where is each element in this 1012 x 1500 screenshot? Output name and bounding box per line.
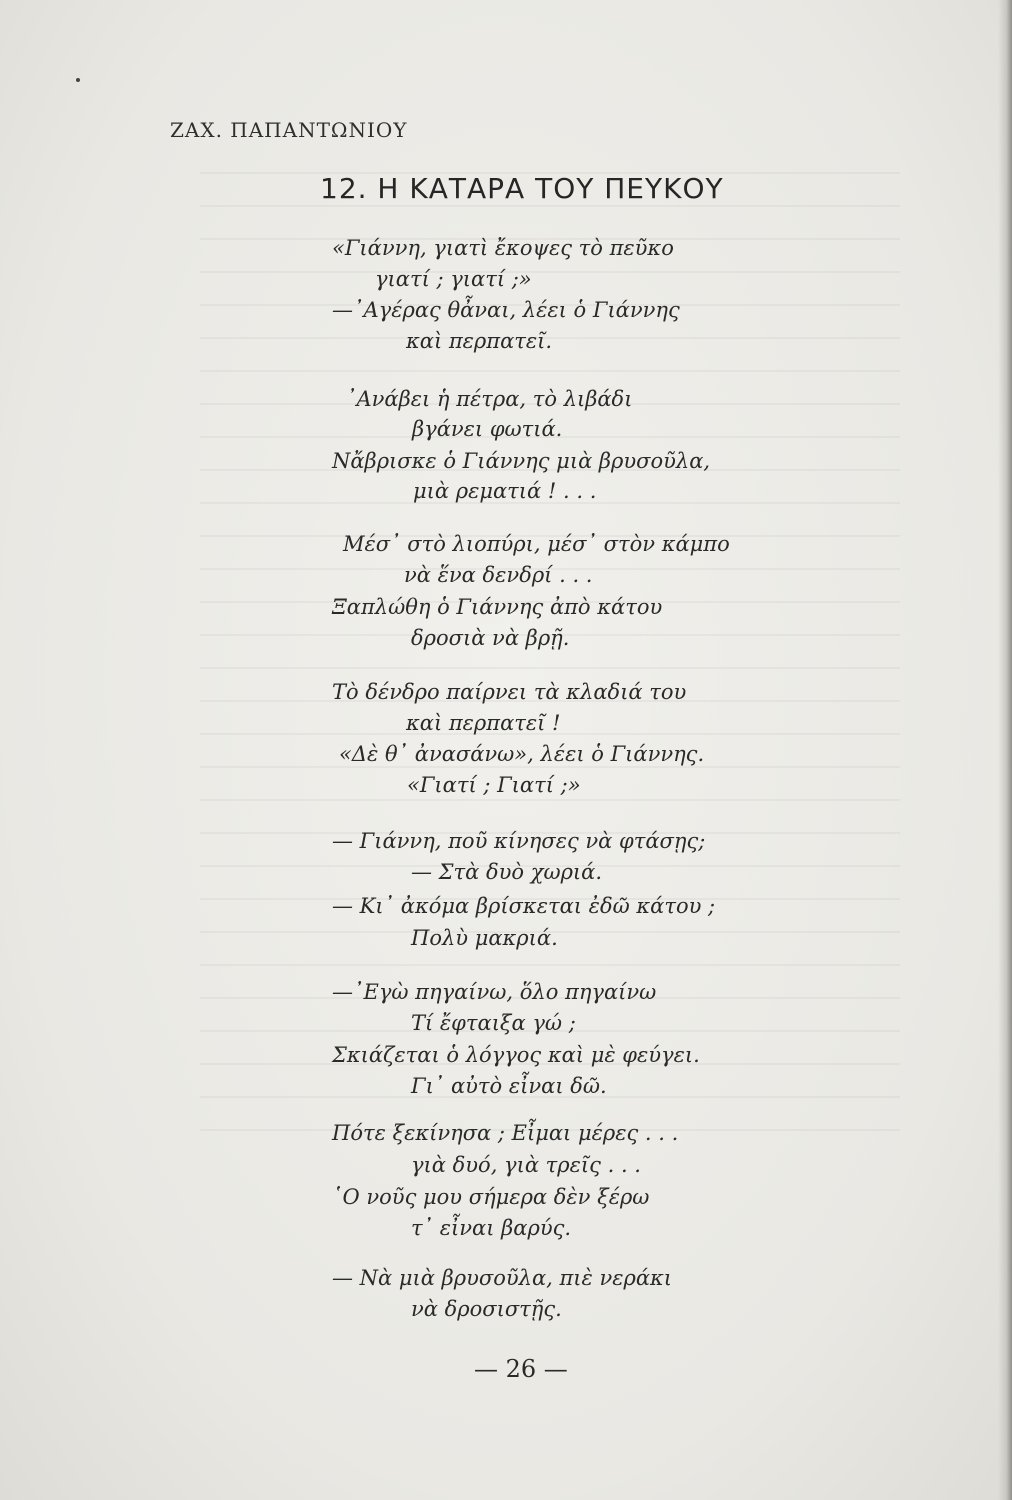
- poem-line: νὰ ἕνα δενδρί . . .: [404, 563, 593, 587]
- ink-speck: [76, 78, 80, 82]
- poem-line: «Δὲ θ᾿ ἀνασάνω», λέει ὁ Γιάννης.: [339, 742, 705, 766]
- poem-line: — Στὰ δυὸ χωριά.: [411, 860, 603, 884]
- poem-line: Πολὺ μακριά.: [411, 926, 558, 950]
- poem-line: — Γιάννη, ποῦ κίνησες νὰ φτάσῃς;: [332, 829, 706, 853]
- poem-line: ᾿Ανάβει ἡ πέτρα, τὸ λιβάδι: [346, 387, 633, 411]
- poem-line: γιὰ δυό, γιὰ τρεῖς . . .: [411, 1153, 641, 1177]
- poem-line: δροσιὰ νὰ βρῇ.: [411, 626, 570, 650]
- poem-line: — Κι᾿ ἀκόμα βρίσκεται ἐδῶ κάτου ;: [332, 894, 716, 918]
- poem-line: — Νὰ μιὰ βρυσοῦλα, πιὲ νεράκι: [332, 1266, 673, 1290]
- poem-line: καὶ περπατεῖ !: [406, 711, 561, 735]
- author-header: ΖΑΧ. ΠΑΠΑΝΤΩΝΙΟΥ: [170, 118, 408, 142]
- poem-line: Μέσ᾿ στὸ λιοπύρι, μέσ᾿ στὸν κάμπο: [343, 532, 730, 556]
- poem-title: 12. Η ΚΑΤΑΡΑ ΤΟΥ ΠΕΥΚΟΥ: [320, 172, 724, 205]
- poem-line: «Γιάννη, γιατὶ ἔκοψες τὸ πεῦκο: [332, 236, 674, 260]
- page-number: — 26 —: [474, 1355, 568, 1383]
- poem-line: μιὰ ρεματιά ! . . .: [413, 479, 597, 503]
- poem-line: Νἄβρισκε ὁ Γιάννης μιὰ βρυσοῦλα,: [332, 449, 711, 473]
- poem-line: γιατί ; γιατί ;»: [375, 267, 532, 291]
- poem-line: «Γιατί ; Γιατί ;»: [407, 773, 581, 797]
- poem-line: Σκιάζεται ὁ λόγγος καὶ μὲ φεύγει.: [332, 1043, 700, 1067]
- poem-line: νὰ δροσιστῇς.: [411, 1297, 562, 1321]
- poem-line: Ξαπλώθη ὁ Γιάννης ἀπὸ κάτου: [332, 595, 663, 619]
- poem-line: βγάνει φωτιά.: [412, 417, 563, 441]
- poem-line: —᾿Αγέρας θἆναι, λέει ὁ Γιάννης: [332, 298, 680, 322]
- poem-line: Τὸ δένδρο παίρνει τὰ κλαδιά του: [332, 680, 687, 704]
- poem-line: Τί ἔφταιξα γώ ;: [411, 1011, 576, 1035]
- poem-line: —᾿Εγὼ πηγαίνω, ὅλο πηγαίνω: [332, 980, 657, 1004]
- poem-line: καὶ περπατεῖ.: [406, 329, 553, 353]
- poem-line: ῾Ο νοῦς μου σήμερα δὲν ξέρω: [332, 1185, 650, 1209]
- page-edge-shadow: [998, 0, 1012, 1500]
- poem-line: Γι᾿ αὐτὸ εἶναι δῶ.: [411, 1074, 607, 1098]
- poem-line: Πότε ξεκίνησα ; Εἶμαι μέρες . . .: [332, 1121, 679, 1145]
- poem-line: τ᾿ εἶναι βαρύς.: [411, 1216, 572, 1240]
